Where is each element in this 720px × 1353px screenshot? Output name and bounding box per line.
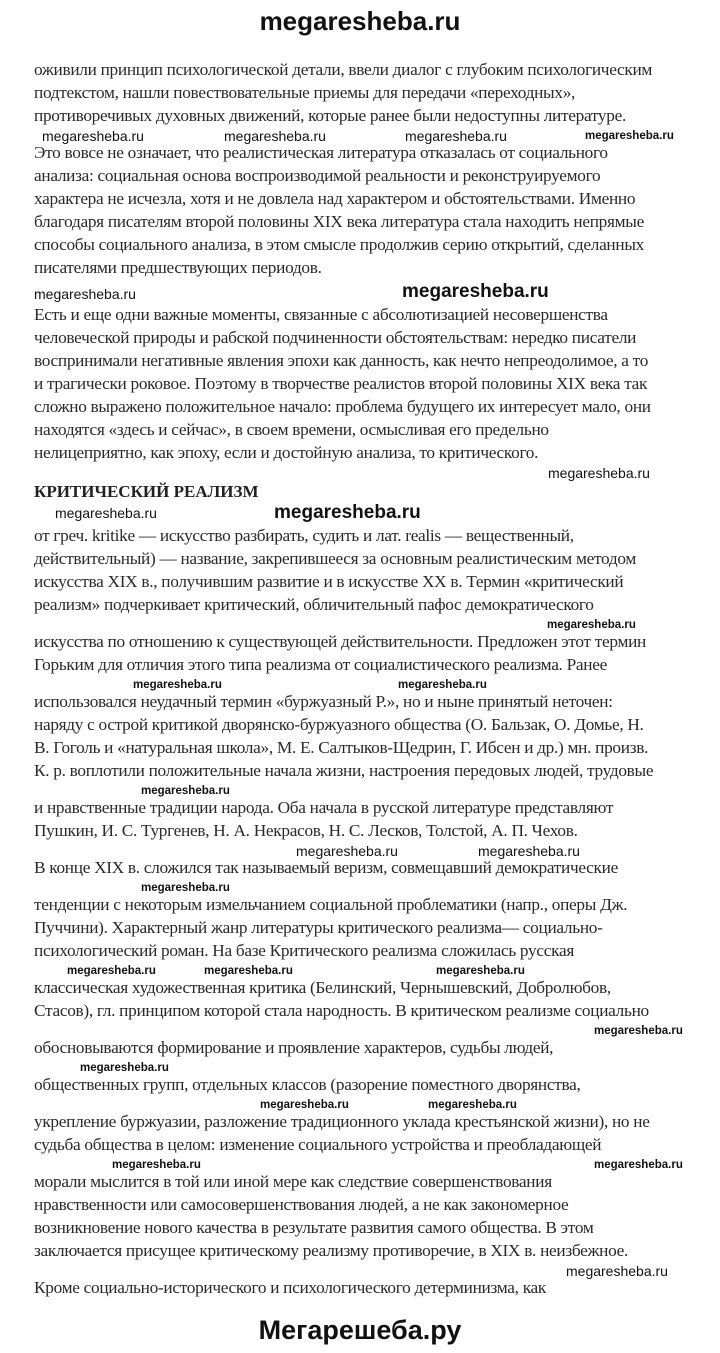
watermark: megaresheba.ru (405, 128, 507, 144)
text-line: нелицеприятно, как эпоху, если и достойную анализа, то критического. (34, 443, 539, 462)
watermark-row (34, 502, 720, 526)
watermark: megaresheba.ru (55, 505, 157, 521)
text-line: К. р. воплотили положительные начала жизни, настроения передовых людей, трудовые (34, 761, 654, 780)
text-line: судьба общества в целом: изменение социального устройства и преобладающей (34, 1135, 602, 1154)
text-line: благодаря писателям второй половины XIX века литература стала находить непрямые (34, 212, 644, 231)
text-line: искусства XIX в., получившим развитие и в искусстве XX в. Термин «критический (34, 572, 624, 591)
text-line: сложно выражено положительное начало: проблема будущего их интересует мало, они (34, 397, 651, 416)
watermark: megaresheba.ru (42, 128, 144, 144)
text-line: Стасов), гл. принципом которой стала народность. В критическом реализме социально (34, 1001, 649, 1020)
site-footer: Мегарешеба.ру (258, 1315, 462, 1345)
text-line: тенденции с некоторым измельчанием социальной проблематики (напр., оперы Дж. (34, 895, 628, 914)
text-line: заключается присущее критическому реализму противоречие, в XIX в. неизбежное. (34, 1241, 629, 1260)
watermark-row (34, 466, 720, 480)
watermark-row (34, 1098, 720, 1112)
watermark: megaresheba.ru (566, 1263, 668, 1279)
text-line: Пушкин, И. С. Тургенев, Н. А. Некрасов, Н. С. Лесков, Толстой, А. П. Чехов. (34, 821, 578, 840)
watermark: megaresheba.ru (141, 785, 230, 797)
text-line: оживили принцип психологической детали, ввели диалог с глубоким психологическим (34, 60, 653, 79)
watermark-row (34, 281, 720, 305)
text-line: классическая художественная критика (Белинский, Чернышевский, Добролюбов, (34, 978, 611, 997)
watermark-row (34, 1061, 720, 1075)
watermark: megaresheba.ru (436, 965, 525, 977)
watermark-row (34, 678, 720, 692)
text-line: В. Гоголь и «натуральная школа», М. Е. Салтыков-Щедрин, Г. Ибсен и др.) мн. произв. (34, 738, 649, 757)
watermark: megaresheba.ru (594, 1159, 683, 1171)
text-line: возникновение нового качества в результате развития самого общества. В этом (34, 1218, 594, 1237)
text-line: от греч. kritike — искусство разбирать, судить и лат. realis — вещественный, (34, 526, 574, 545)
text-line: использовался неудачный термин «буржуазный Р.», но и ныне принятый неточен: (34, 692, 613, 711)
text-line: В конце XIX в. сложился так называемый веризм, совмещавший демократические (34, 858, 618, 877)
text-line: писателями предшествующих периодов. (34, 258, 322, 277)
watermark: megaresheba.ru (398, 679, 487, 691)
watermark: megaresheba.ru (224, 128, 326, 144)
text-line: искусства по отношению к существующей действительности. Предложен этот термин (34, 632, 646, 651)
watermark-row (34, 881, 720, 895)
watermark: megaresheba.ru (428, 1099, 517, 1111)
text-line: Кроме социально-исторического и психологического детерминизма, как (34, 1278, 547, 1297)
text-line: общественных групп, отдельных классов (разорение поместного дворянства, (34, 1075, 581, 1094)
watermark: megaresheba.ru (67, 965, 156, 977)
text-line: воспринимали негативные явления эпохи как данность, как нечто непреодолимое, а то (34, 351, 649, 370)
watermark-row (34, 1264, 720, 1278)
text-line: психологический роман. На базе Критического реализма сложилась русская (34, 941, 574, 960)
text-line: обосновываются формирование и проявление характеров, судьбы людей, (34, 1038, 554, 1057)
watermark-row (34, 1024, 720, 1038)
watermark-row (34, 844, 720, 858)
watermark: megaresheba.ru (133, 679, 222, 691)
text-line: противоречивых духовных движений, которые ранее были недоступны литературе. (34, 106, 626, 125)
text-line: способы социального анализа, в этом смысле продолжив серию открытий, сделанных (34, 235, 644, 254)
text-line: действительный) — название, закрепившееся за основным реалистическим методом (34, 549, 636, 568)
watermark: megaresheba.ru (204, 965, 293, 977)
watermark: megaresheba.ru (402, 281, 549, 302)
watermark-row (34, 1158, 720, 1172)
watermark: megaresheba.ru (260, 1099, 349, 1111)
watermark: megaresheba.ru (141, 882, 230, 894)
text-line: реализм» подчеркивает критический, обличительный пафос демократического (34, 595, 594, 614)
text-line: Пуччини). Характерный жанр литературы критического реализма— социально- (34, 918, 603, 937)
text-line: Есть и еще одни важные моменты, связанные с абсолютизацией несовершенства (34, 305, 608, 324)
watermark-row (34, 618, 720, 632)
watermark-row (34, 129, 720, 143)
text-line: находятся «здесь и сейчас», в своем времени, осмысливая его предельно (34, 420, 549, 439)
text-line: наряду с острой критикой дворянско-буржуазного общества (О. Бальзак, О. Домье, Н. (34, 715, 644, 734)
watermark: megaresheba.ru (547, 619, 636, 631)
text-line: подтекстом, нашли повествовательные приемы для передачи «переходных», (34, 83, 576, 102)
text-line: характера не исчезла, хотя и не довлела над характером и обстоятельствами. Именно (34, 189, 636, 208)
text-line: и трагически роковое. Поэтому в творчестве реалистов второй половины XIX века так (34, 374, 648, 393)
watermark: megaresheba.ru (478, 843, 580, 859)
section-heading: КРИТИЧЕСКИЙ РЕАЛИЗМ (34, 482, 259, 501)
watermark-row (34, 964, 720, 978)
watermark: megaresheba.ru (296, 843, 398, 859)
text-line: укрепление буржуазии, разложение традиционного уклада крестьянской жизни), но не (34, 1112, 650, 1131)
text-line: анализа: социальная основа воспроизводимой реальности и реконструируемого (34, 166, 601, 185)
watermark: megaresheba.ru (34, 286, 136, 302)
text-line: человеческой природы и рабской подчиненности обстоятельствам: нередко писатели (34, 328, 637, 347)
watermark: megaresheba.ru (112, 1159, 201, 1171)
watermark: megaresheba.ru (594, 1025, 683, 1037)
text-line: и нравственные традиции народа. Оба начала в русской литературе представляют (34, 798, 614, 817)
document-body (0, 44, 720, 1301)
watermark: megaresheba.ru (548, 465, 650, 481)
watermark: megaresheba.ru (80, 1062, 169, 1074)
watermark-row (34, 784, 720, 798)
text-line: Это вовсе не означает, что реалистическая литература отказалась от социального (34, 143, 608, 162)
text-line: Горьким для отличия этого типа реализма от социалистического реализма. Ранее (34, 655, 607, 674)
text-line: нравственности или самосовершенствования людей, а не как закономерное (34, 1195, 569, 1214)
watermark: megaresheba.ru (274, 502, 421, 523)
site-header: megaresheba.ru (259, 6, 461, 36)
text-line: морали мыслится в той или иной мере как следствие совершенствования (34, 1172, 552, 1191)
watermark: megaresheba.ru (585, 130, 674, 142)
